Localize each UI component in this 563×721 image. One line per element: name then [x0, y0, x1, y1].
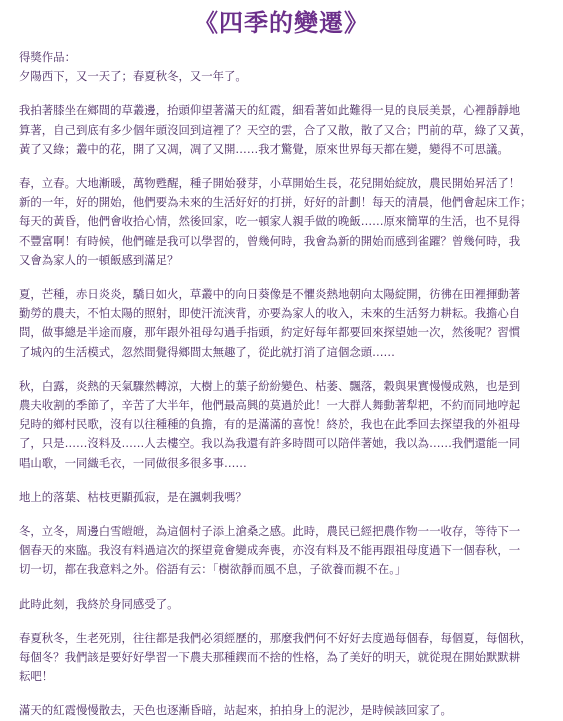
text-line: 黃了又綠；叢中的花，開了又凋，凋了又開……我才驚覺，原來世界每天都在變，變得不可思議。 — [19, 141, 509, 156]
text-line: 滿天的紅霞慢慢散去，天色也逐漸昏暗，站起來，拍拍身上的泥沙，是時候該回家了。 — [19, 703, 452, 718]
text-line: 春夏秋冬，生老死別，往往都是我們必須經歷的，那麼我們何不好好去度過每個春，每個夏，每個秋， — [19, 630, 532, 645]
text-line: 唱山歌，一同織毛衣，一同做很多很多事…… — [19, 455, 247, 470]
text-line: 切一切，都在我意料之外。俗語有云：「樹欲靜而風不息，子欲養而親不在。」 — [19, 562, 407, 577]
text-line: 兒時的鄉村民歌，沒有以往種種的負擔，有的是滿滿的喜悅！終於，我也在此季回去探望我的外祖母 — [19, 417, 521, 432]
text-line: 每天的黃昏，他們會收拾心情，然後回家，吃一頓家人親手做的晚飯……原來簡單的生活，也不見得 — [19, 214, 521, 229]
text-line: 新的一年，好的開始，他們要為未來的生活好好的打拼，好好的計劃！每天的清晨，他們會起床工作； — [19, 195, 532, 210]
text-line: 冬，立冬，周邊白雪皚皚，為這個村子添上滄桑之感。此時，農民已經把農作物一一收存，等待下一 — [19, 524, 521, 539]
paragraph — [19, 488, 549, 507]
text-line: 地上的落葉、枯枝更顯孤寂，是在諷刺我嗎？ — [19, 489, 247, 504]
paragraph — [19, 174, 549, 270]
essay-title: 《四季的變遷》 — [194, 8, 369, 37]
text-line: 夏，芒種，赤日炎炎，驕日如火，草叢中的向日葵像是不懼炎熱地朝向太陽綻開，彷彿在田裡揮動著 — [19, 287, 521, 302]
paragraph — [19, 101, 549, 159]
paragraph — [19, 629, 549, 687]
text-line: 勤勞的農夫，不怕太陽的照射，即使汗流浹背，亦要為家人的收入，未來的生活努力耕耘。我擔心自 — [19, 306, 521, 321]
text-line: 又會為家人的一頓飯感到滿足？ — [19, 252, 179, 267]
paragraph — [19, 48, 549, 86]
text-line: 耘吧！ — [19, 669, 54, 684]
text-line: 秋，白露，炎熱的天氣驟然轉涼，大樹上的葉子紛紛變色、枯萎、飄落，穀與果實慢慢成熟，也是到 — [19, 378, 521, 393]
text-line: 了城內的生活模式，忽然間覺得鄉間太無趣了，從此就打消了這個念頭…… — [19, 344, 395, 359]
text-line: 夕陽西下，又一天了；春夏秋冬，又一年了。 — [19, 69, 247, 84]
text-line: 春，立春。大地漸暖，萬物甦醒，種子開始發芽，小草開始生長，花兒開始綻放，農民開始昇活了！ — [19, 176, 521, 191]
text-line: 農夫收割的季節了，辛苦了大半年，他們最高興的莫過於此！一大群人舞動著犁耙，不約而同地哼起 — [19, 398, 521, 413]
text-line: 每個冬？我們該是要好好學習一下農夫那種鍥而不捨的性格，為了美好的明天，就從現在開始默默耕 — [19, 650, 521, 665]
text-line: 不豐富啊！有時候，他們確是我可以學習的，曾幾何時，我會為新的開始而感到雀躍？曾幾何時，我 — [19, 233, 521, 248]
text-line: 了，只是……沒料及……人去樓空。我以為我還有許多時間可以陪伴著她，我以為……我們還能一同 — [19, 436, 521, 451]
paragraph — [19, 595, 549, 614]
text-line: 得獎作品： — [19, 50, 76, 64]
text-line: 我拍著膝坐在鄉間的草叢邊，抬頭仰望著滿天的紅霞，細看著如此難得一見的良辰美景，心裡靜靜地 — [19, 103, 521, 118]
essay-body — [19, 48, 549, 721]
paragraph — [19, 285, 549, 362]
text-line: 問，做事總是半途而廢，那年跟外祖母勾過手指頭，約定好每年都要回來探望她一次，然後呢？習慣 — [19, 325, 521, 340]
text-line: 個春天的來臨。我沒有料過這次的探望竟會變成奔喪，亦沒有料及不能再跟祖母度過下一個春秋，一 — [19, 543, 521, 558]
paragraph — [19, 377, 549, 473]
paragraph — [19, 522, 549, 580]
text-line: 此時此刻，我終於身同感受了。 — [19, 596, 179, 611]
text-line: 算著，自己到底有多少個年頭沒回到這裡了？天空的雲，合了又散，散了又合；門前的草，綠了又黃， — [19, 122, 532, 137]
paragraph — [19, 701, 549, 720]
